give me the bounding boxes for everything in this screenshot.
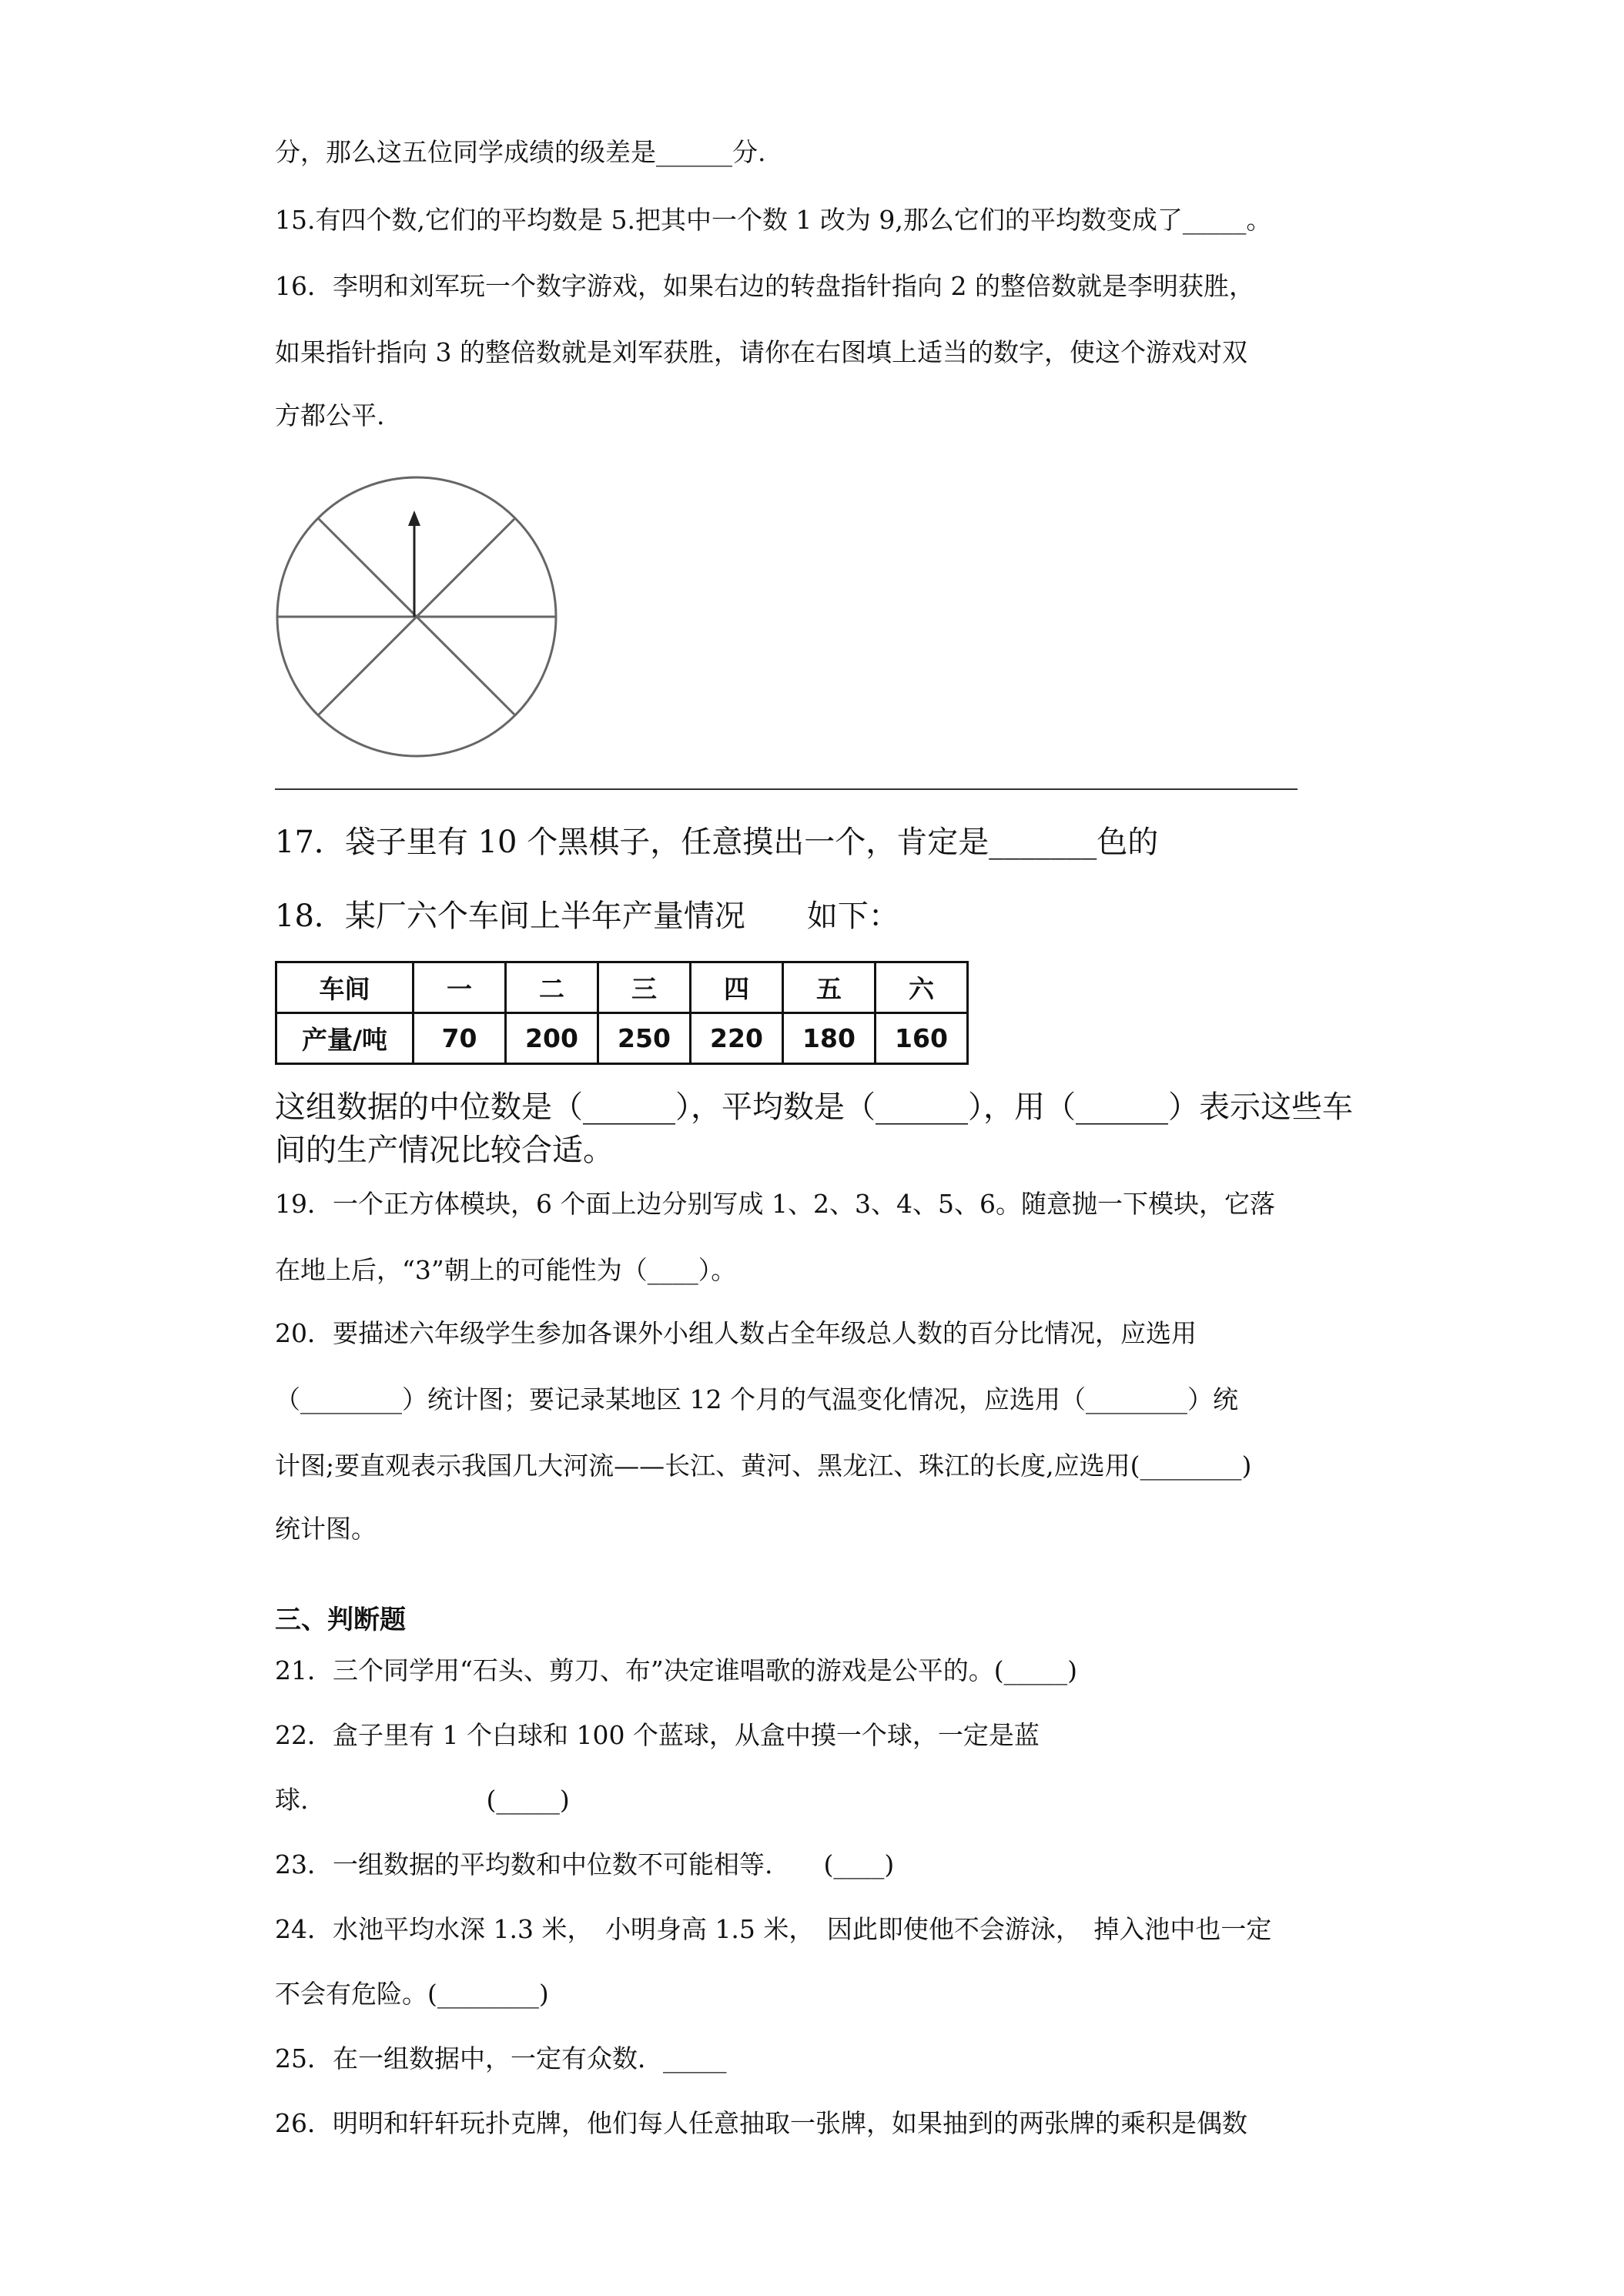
- table-cell: 160: [876, 1013, 968, 1064]
- question-23: 23．一组数据的平均数和中位数不可能相等. (____): [275, 1849, 895, 1879]
- text-line: 方都公平.: [275, 400, 385, 430]
- table-header-cell: 一: [414, 962, 506, 1013]
- text-line: 不会有危险。(________): [275, 1979, 549, 2009]
- question-22: 22．盒子里有 1 个白球和 100 个蓝球，从盒中摸一个球，一定是蓝: [275, 1720, 1040, 1750]
- table-header-cell: 五: [783, 962, 876, 1013]
- answer-rule: [275, 788, 1298, 790]
- section-heading: 三、判断题: [275, 1605, 406, 1635]
- question-17: 17．袋子里有 10 个黑棋子，任意摸出一个，肯定是_______色的: [275, 825, 1159, 860]
- table-cell: 220: [691, 1013, 783, 1064]
- table-row: [276, 1013, 968, 1064]
- question-25: 25．在一组数据中，一定有众数．_____: [275, 2043, 727, 2073]
- table-cell: 200: [506, 1013, 598, 1064]
- question-24: 24．水池平均水深 1.3 米， 小明身高 1.5 米， 因此即使他不会游泳， 掉入池中也一定: [275, 1914, 1272, 1944]
- table-header-cell: 三: [598, 962, 691, 1013]
- question-21: 21．三个同学用“石头、剪刀、布”决定谁唱歌的游戏是公平的。(_____): [275, 1655, 1077, 1685]
- text-line: 这组数据的中位数是（______），平均数是（______），用（______）表示这些车: [275, 1089, 1353, 1125]
- question-16: 16．李明和刘军玩一个数字游戏，如果右边的转盘指针指向 2 的整倍数就是李明获胜，: [275, 271, 1254, 301]
- text-line: 如果指针指向 3 的整倍数就是刘军获胜，请你在右图填上适当的数字，使这个游戏对双: [275, 337, 1247, 367]
- spinner-diagram: [273, 474, 560, 760]
- table-cell: 产量/吨: [276, 1013, 414, 1064]
- text-line: 分，那么这五位同学成绩的级差是______分.: [275, 137, 766, 167]
- table-row: [276, 962, 968, 1013]
- table-header-cell: 六: [876, 962, 968, 1013]
- table-cell: 180: [783, 1013, 876, 1064]
- question-15: 15.有四个数,它们的平均数是 5.把其中一个数 1 改为 9,那么它们的平均数变成了_____。: [275, 205, 1272, 235]
- text-line: 统计图。: [275, 1514, 377, 1544]
- text-line: 球. (_____): [275, 1785, 570, 1815]
- text-line: 间的生产情况比较合适。: [275, 1133, 614, 1168]
- production-table: [275, 961, 969, 1065]
- table-header-cell: 车间: [276, 962, 414, 1013]
- table-header-cell: 二: [506, 962, 598, 1013]
- text-line: 在地上后，“3”朝上的可能性为（____）。: [275, 1255, 737, 1285]
- pointer-arrowhead-icon: [408, 510, 420, 526]
- text-line: 计图;要直观表示我国几大河流——长江、黄河、黑龙江、珠江的长度,应选用(________): [275, 1451, 1252, 1481]
- question-20: 20．要描述六年级学生参加各课外小组人数占全年级总人数的百分比情况，应选用: [275, 1318, 1197, 1348]
- question-26: 26．明明和轩轩玩扑克牌，他们每人任意抽取一张牌，如果抽到的两张牌的乘积是偶数: [275, 2108, 1247, 2138]
- question-18: 18．某厂六个车间上半年产量情况 如下：: [275, 899, 899, 934]
- table-header-cell: 四: [691, 962, 783, 1013]
- question-19: 19．一个正方体模块，6 个面上边分别写成 1、2、3、4、5、6。随意抛一下模块，它落: [275, 1189, 1275, 1219]
- table-cell: 70: [414, 1013, 506, 1064]
- text-line: （________）统计图；要记录某地区 12 个月的气温变化情况，应选用（________）统: [275, 1384, 1238, 1414]
- table-cell: 250: [598, 1013, 691, 1064]
